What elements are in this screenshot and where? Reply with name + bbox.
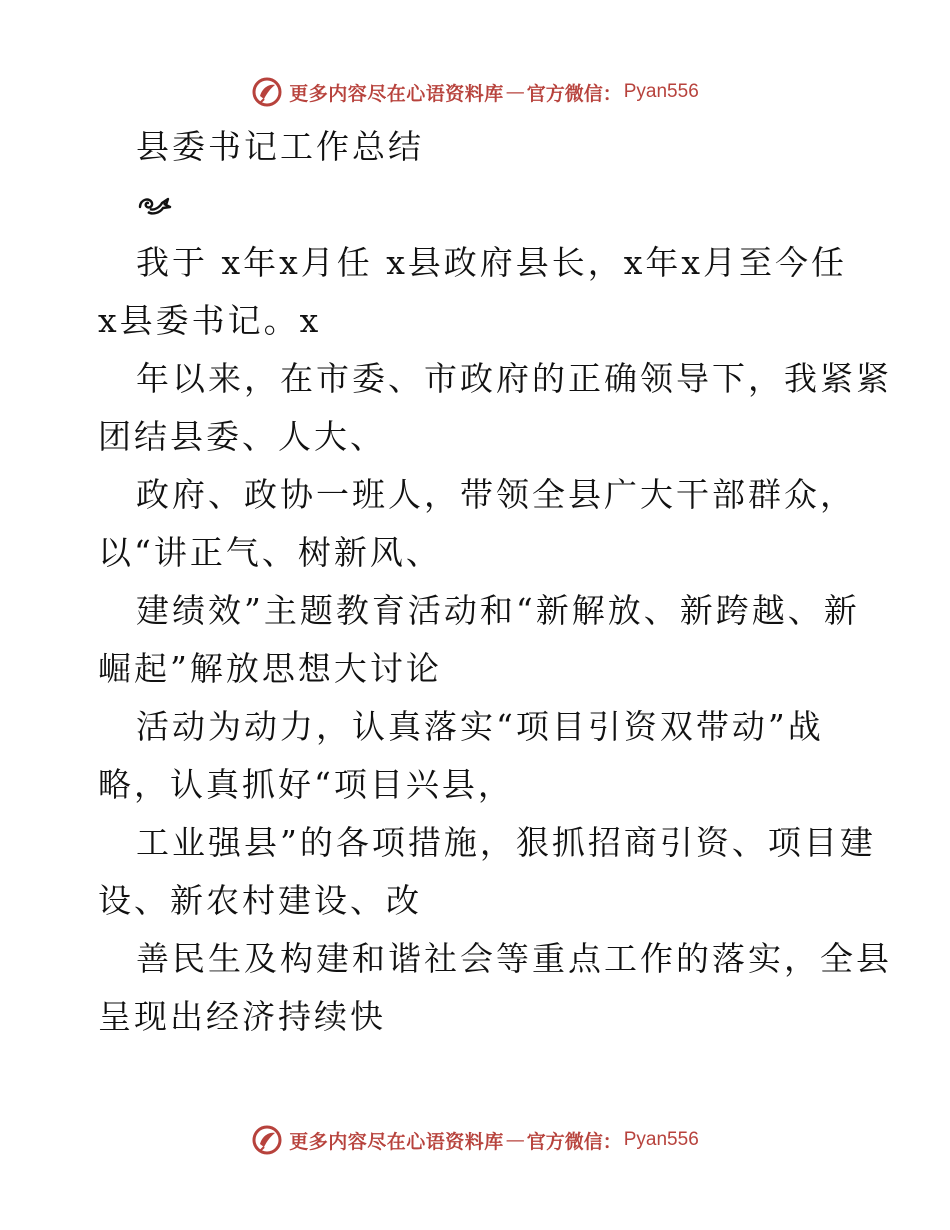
paragraph-line: 政府、政协一班人，带领全县广大干部群众，	[136, 475, 856, 514]
banner-label: 官方微信：	[526, 82, 622, 105]
paragraph-line: 我于 x年x月任 x县政府县长，x年x月至今任	[136, 243, 848, 282]
paragraph-line: 团结县委、人大、	[98, 417, 386, 456]
banner-main-text: 更多内容尽在心语资料库	[289, 82, 504, 105]
paragraph-line: x县委书记。x	[98, 301, 322, 340]
paragraph-line: 设、新农村建设、改	[98, 881, 422, 920]
logo-icon	[251, 1124, 283, 1156]
ornament-row	[98, 176, 858, 234]
ornament-icon	[136, 193, 172, 217]
banner-main-text: 更多内容尽在心语资料库	[289, 1130, 504, 1153]
logo-icon	[251, 76, 283, 108]
banner-wechat-id: Pyan556	[623, 1129, 699, 1150]
document-title: 县委书记工作总结	[136, 127, 424, 166]
banner-dash: —	[505, 1129, 525, 1151]
paragraph-line: 活动为动力，认真落实“项目引资双带动”战	[136, 707, 824, 746]
footer-banner	[0, 1120, 950, 1160]
paragraph-line: 工业强县”的各项措施，狠抓招商引资、项目建	[136, 823, 876, 862]
paragraph-line: 崛起”解放思想大讨论	[98, 649, 442, 688]
paragraph-line: 年以来，在市委、市政府的正确领导下，我紧紧	[136, 359, 892, 398]
paragraph-line: 建绩效”主题教育活动和“新解放、新跨越、新	[136, 591, 860, 630]
banner-wechat-id: Pyan556	[623, 81, 699, 102]
paragraph-line: 略，认真抓好“项目兴县，	[98, 765, 514, 804]
banner-dash: —	[505, 81, 525, 103]
header-banner	[0, 72, 950, 112]
document-body	[98, 118, 892, 1046]
paragraph-line: 以“讲正气、树新风、	[98, 533, 442, 572]
paragraph-line: 善民生及构建和谐社会等重点工作的落实，全县	[136, 939, 892, 978]
banner-label: 官方微信：	[526, 1130, 622, 1153]
paragraph-line: 呈现出经济持续快	[98, 997, 386, 1036]
